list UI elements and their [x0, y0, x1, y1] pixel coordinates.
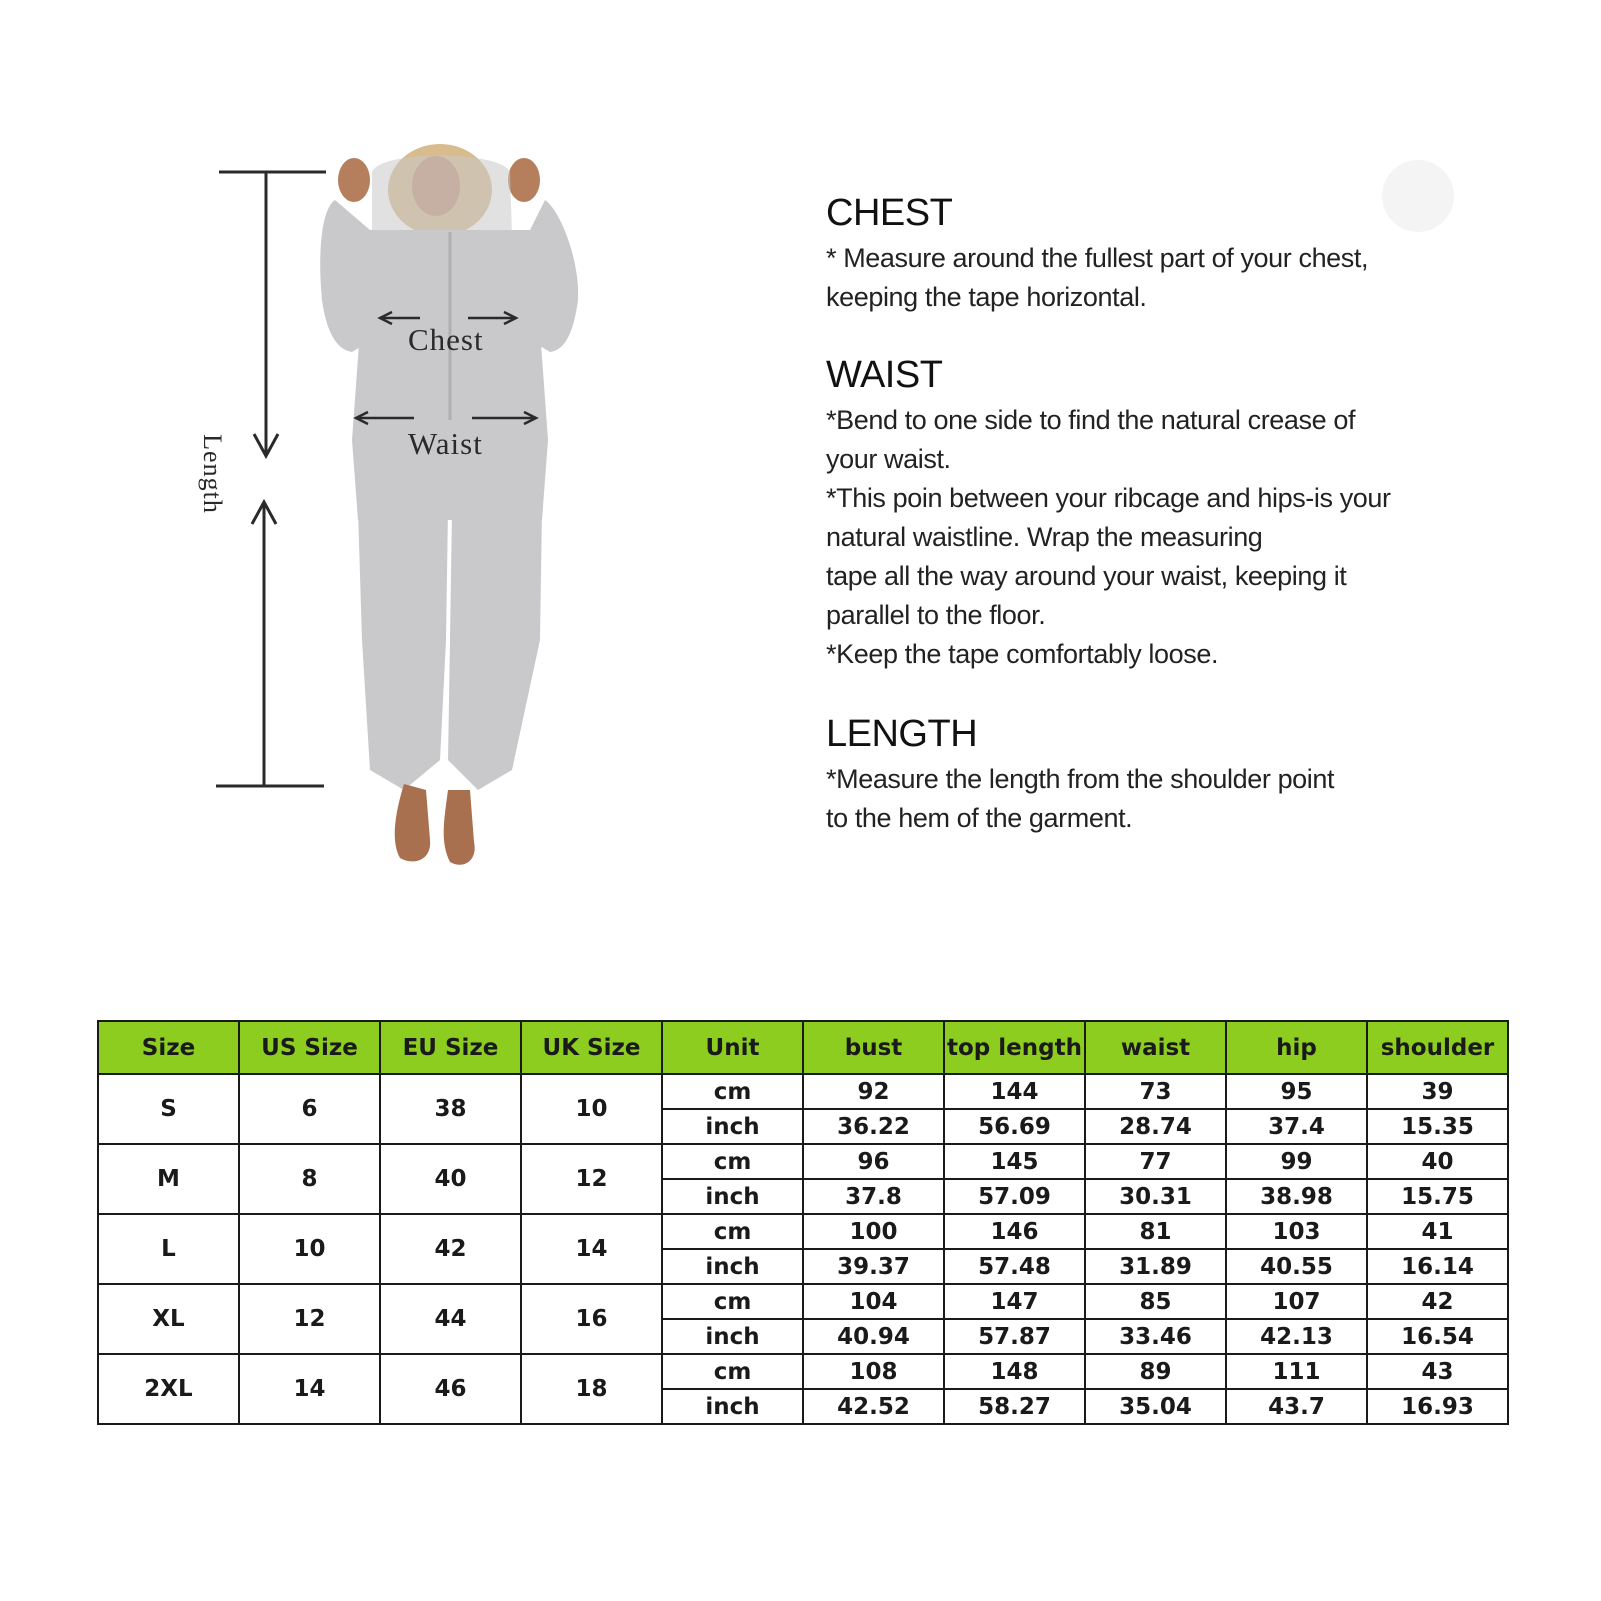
waist-heading: WAIST [826, 354, 943, 396]
left-leg [358, 510, 448, 790]
shoulder-cell: 39 [1367, 1074, 1508, 1109]
table-row [98, 1074, 1508, 1109]
waist-cell: 89 [1085, 1354, 1226, 1389]
waist-line: tape all the way around your waist, keeping it [826, 561, 1347, 591]
chest-line: keeping the tape horizontal. [826, 282, 1147, 312]
chest-line: * Measure around the fullest part of your chest, [826, 243, 1369, 273]
shoulder-cell: 16.54 [1367, 1319, 1508, 1354]
waist-cell: 31.89 [1085, 1249, 1226, 1284]
top-length-cell: 145 [944, 1144, 1085, 1179]
top-length-cell: 56.69 [944, 1109, 1085, 1144]
eu-size-cell: 40 [380, 1144, 521, 1214]
us-size-cell: 6 [239, 1074, 380, 1144]
us-size-cell: 14 [239, 1354, 380, 1424]
size-cell: XL [98, 1284, 239, 1354]
waist-line: *This poin between your ribcage and hips-is your [826, 483, 1391, 513]
top-length-cell: 58.27 [944, 1389, 1085, 1424]
unit-cell: inch [662, 1319, 803, 1354]
bust-cell: 40.94 [803, 1319, 944, 1354]
waist-cell: 81 [1085, 1214, 1226, 1249]
size-chart-table [97, 1020, 1509, 1425]
model-silhouette [320, 144, 578, 865]
column-header-unit: Unit [662, 1021, 803, 1074]
unit-cell: inch [662, 1109, 803, 1144]
unit-cell: cm [662, 1214, 803, 1249]
hip-cell: 95 [1226, 1074, 1367, 1109]
size-cell: M [98, 1144, 239, 1214]
table-row [98, 1144, 1508, 1179]
uk-size-cell: 12 [521, 1144, 662, 1214]
waist-cell: 73 [1085, 1074, 1226, 1109]
column-header-top-length: top length [944, 1021, 1085, 1074]
unit-cell: inch [662, 1389, 803, 1424]
unit-cell: cm [662, 1354, 803, 1389]
waist-cell: 30.31 [1085, 1179, 1226, 1214]
hip-cell: 43.7 [1226, 1389, 1367, 1424]
unit-cell: inch [662, 1249, 803, 1284]
top-length-cell: 57.48 [944, 1249, 1085, 1284]
shoulder-cell: 15.75 [1367, 1179, 1508, 1214]
top-length-cell: 148 [944, 1354, 1085, 1389]
table-row [98, 1354, 1508, 1389]
eu-size-cell: 42 [380, 1214, 521, 1284]
uk-size-cell: 16 [521, 1284, 662, 1354]
waist-cell: 35.04 [1085, 1389, 1226, 1424]
unit-cell: cm [662, 1144, 803, 1179]
unit-cell: cm [662, 1074, 803, 1109]
waist-line: *Bend to one side to find the natural crease of [826, 405, 1356, 435]
unit-cell: cm [662, 1284, 803, 1319]
hood [372, 156, 512, 237]
waist-cell: 77 [1085, 1144, 1226, 1179]
column-header-waist: waist [1085, 1021, 1226, 1074]
left-foot [395, 784, 430, 861]
column-header-us-size: US Size [239, 1021, 380, 1074]
right-hand [508, 158, 540, 202]
eu-size-cell: 44 [380, 1284, 521, 1354]
table-row [98, 1214, 1508, 1249]
column-header-hip: hip [1226, 1021, 1367, 1074]
waist-line: natural waistline. Wrap the measuring [826, 522, 1263, 552]
length-arrow [216, 172, 326, 786]
hip-cell: 38.98 [1226, 1179, 1367, 1214]
waist-guide-section [826, 354, 1466, 674]
waist-line: your waist. [826, 444, 951, 474]
length-guide-section [826, 713, 1466, 838]
column-header-size: Size [98, 1021, 239, 1074]
length-heading: LENGTH [826, 713, 978, 755]
column-header-shoulder: shoulder [1367, 1021, 1508, 1074]
eu-size-cell: 46 [380, 1354, 521, 1424]
bust-cell: 108 [803, 1354, 944, 1389]
column-header-bust: bust [803, 1021, 944, 1074]
us-size-cell: 8 [239, 1144, 380, 1214]
bust-cell: 42.52 [803, 1389, 944, 1424]
chest-guide-section [826, 192, 1466, 317]
uk-size-cell: 14 [521, 1214, 662, 1284]
hip-cell: 111 [1226, 1354, 1367, 1389]
bust-cell: 104 [803, 1284, 944, 1319]
waist-cell: 85 [1085, 1284, 1226, 1319]
top-length-cell: 144 [944, 1074, 1085, 1109]
shoulder-cell: 15.35 [1367, 1109, 1508, 1144]
shoulder-cell: 41 [1367, 1214, 1508, 1249]
hip-cell: 37.4 [1226, 1109, 1367, 1144]
size-cell: 2XL [98, 1354, 239, 1424]
column-header-eu-size: EU Size [380, 1021, 521, 1074]
bust-cell: 37.8 [803, 1179, 944, 1214]
bust-cell: 36.22 [803, 1109, 944, 1144]
hip-cell: 103 [1226, 1214, 1367, 1249]
hip-cell: 42.13 [1226, 1319, 1367, 1354]
waist-cell: 28.74 [1085, 1109, 1226, 1144]
top-length-cell: 146 [944, 1214, 1085, 1249]
hip-cell: 99 [1226, 1144, 1367, 1179]
bust-cell: 39.37 [803, 1249, 944, 1284]
waist-cell: 33.46 [1085, 1319, 1226, 1354]
us-size-cell: 12 [239, 1284, 380, 1354]
eu-size-cell: 38 [380, 1074, 521, 1144]
shoulder-cell: 42 [1367, 1284, 1508, 1319]
top-length-cell: 57.09 [944, 1179, 1085, 1214]
size-cell: S [98, 1074, 239, 1144]
shoulder-cell: 43 [1367, 1354, 1508, 1389]
column-header-uk-size: UK Size [521, 1021, 662, 1074]
uk-size-cell: 18 [521, 1354, 662, 1424]
hip-cell: 40.55 [1226, 1249, 1367, 1284]
shoulder-cell: 40 [1367, 1144, 1508, 1179]
waist-label: Waist [408, 426, 483, 461]
bust-cell: 100 [803, 1214, 944, 1249]
size-cell: L [98, 1214, 239, 1284]
shoulder-cell: 16.93 [1367, 1389, 1508, 1424]
shoulder-cell: 16.14 [1367, 1249, 1508, 1284]
unit-cell: inch [662, 1179, 803, 1214]
length-line: *Measure the length from the shoulder point [826, 764, 1335, 794]
chest-heading: CHEST [826, 192, 953, 234]
waist-line: parallel to the floor. [826, 600, 1046, 630]
length-line: to the hem of the garment. [826, 803, 1133, 833]
bust-cell: 96 [803, 1144, 944, 1179]
hip-cell: 107 [1226, 1284, 1367, 1319]
length-label: Length [198, 434, 227, 514]
uk-size-cell: 10 [521, 1074, 662, 1144]
right-foot [444, 790, 475, 865]
waist-line: *Keep the tape comfortably loose. [826, 639, 1219, 669]
table-header-row [98, 1021, 1508, 1074]
right-leg [448, 510, 542, 790]
bust-cell: 92 [803, 1074, 944, 1109]
top-length-cell: 147 [944, 1284, 1085, 1319]
chest-label: Chest [408, 322, 484, 357]
table-row [98, 1284, 1508, 1319]
left-hand [338, 158, 370, 202]
top-length-cell: 57.87 [944, 1319, 1085, 1354]
us-size-cell: 10 [239, 1214, 380, 1284]
